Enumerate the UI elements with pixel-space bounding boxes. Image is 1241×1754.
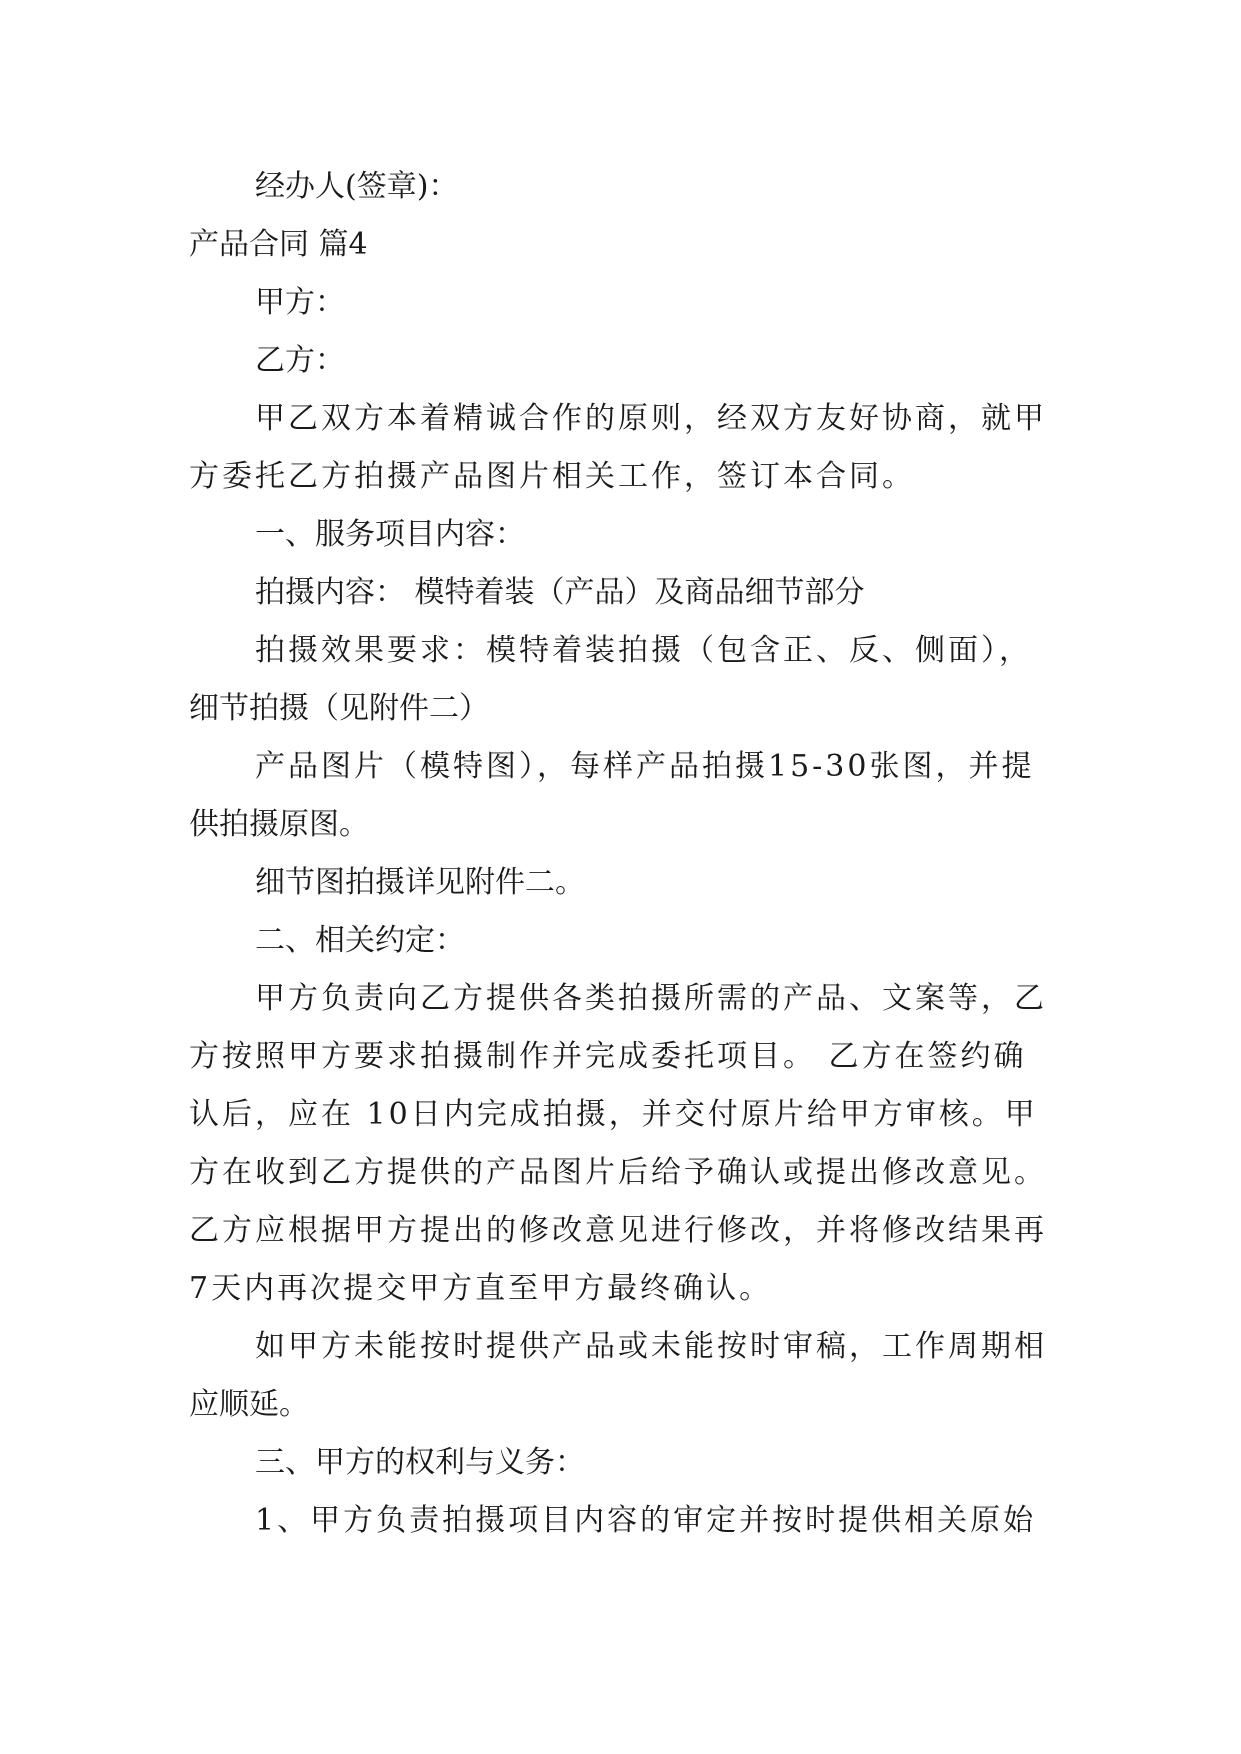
- paragraph-line: 方在收到乙方提供的产品图片后给予确认或提出修改意见。: [189, 1155, 1047, 1190]
- paragraph-line: 拍摄内容： 模特着装（产品）及商品细节部分: [255, 575, 865, 610]
- heading-line: 三、甲方的权利与义务：: [255, 1445, 585, 1480]
- heading-line: 二、相关约定：: [255, 923, 465, 958]
- party-a-line: 甲方：: [255, 285, 345, 320]
- signature-line: 经办人(签章)：: [255, 169, 459, 204]
- paragraph-line: 认后，应在 10日内完成拍摄，并交付原片给甲方审核。甲: [189, 1097, 1038, 1132]
- paragraph-line: 拍摄效果要求：模特着装拍摄（包含正、反、侧面），: [255, 633, 1032, 668]
- section-title: 产品合同 篇4: [189, 227, 368, 262]
- paragraph-line: 7天内再次提交甲方直至甲方最终确认。: [189, 1271, 773, 1306]
- party-b-line: 乙方：: [255, 343, 345, 378]
- paragraph-line: 如甲方未能按时提供产品或未能按时审稿，工作周期相: [255, 1329, 1047, 1364]
- paragraph-line: 甲乙双方本着精诚合作的原则，经双方友好协商，就甲: [255, 401, 1047, 436]
- paragraph-line: 甲方负责向乙方提供各类拍摄所需的产品、文案等，乙: [255, 981, 1047, 1016]
- paragraph-line: 细节图拍摄详见附件二。: [255, 865, 585, 900]
- paragraph-line: 供拍摄原图。: [189, 807, 369, 842]
- paragraph-line: 产品图片（模特图），每样产品拍摄15-30张图，并提: [255, 749, 1035, 784]
- paragraph-line: 乙方应根据甲方提出的修改意见进行修改，并将修改结果再: [189, 1213, 1047, 1248]
- heading-line: 一、服务项目内容：: [255, 517, 525, 552]
- paragraph-line: 应顺延。: [189, 1387, 309, 1422]
- paragraph-line: 细节拍摄（见附件二）: [189, 691, 489, 726]
- paragraph-line: 方按照甲方要求拍摄制作并完成委托项目。 乙方在签约确: [189, 1039, 1027, 1074]
- paragraph-line: 方委托乙方拍摄产品图片相关工作，签订本合同。: [189, 459, 915, 494]
- paragraph-line: 1、甲方负责拍摄项目内容的审定并按时提供相关原始: [255, 1503, 1037, 1538]
